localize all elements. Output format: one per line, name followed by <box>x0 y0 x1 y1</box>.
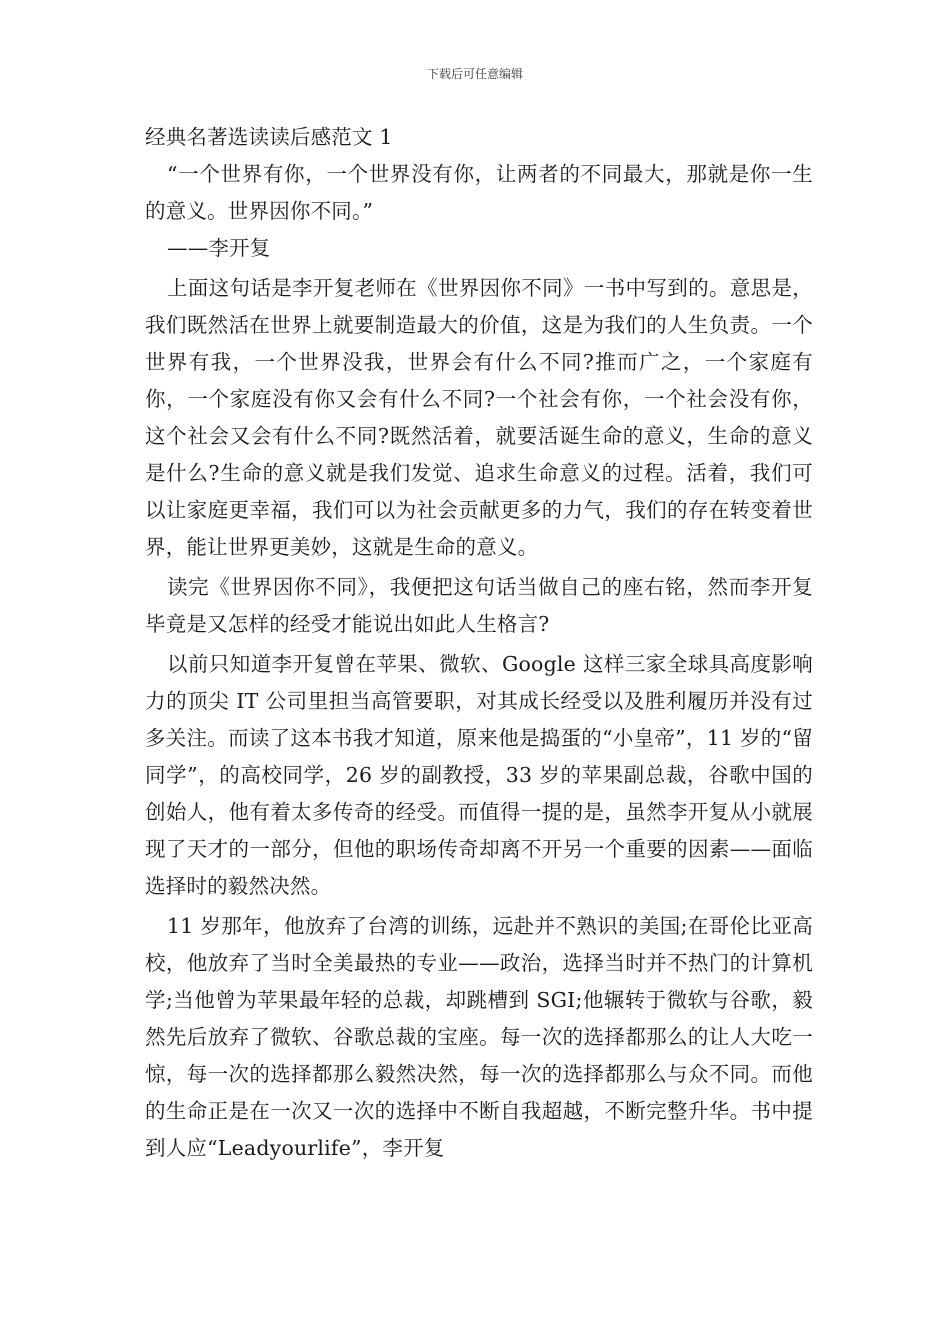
page-header-note: 下载后可任意编辑 <box>426 67 523 81</box>
quote-attribution: ——李开复 <box>167 236 271 260</box>
paragraph: 读完《世界因你不同》，我便把这句话当做自己的座右铭，然而李开复毕竟是又怎样的经受才能说出如此人生格言? <box>145 575 813 636</box>
document-title: 经典名著选读读后感范文 1 <box>145 125 393 149</box>
document-body <box>145 119 813 1167</box>
paragraph: 11 岁那年，他放弃了台湾的训练，远赴并不熟识的美国;在哥伦比亚高校，他放弃了当时全美最热的专业——政治，选择当时并不热门的计算机学;当他曾为苹果最年轻的总裁，却跳槽到 SGI;他辗转于微软与谷歌，毅然先后放弃了微软、谷歌总裁的宝座。每一次的选择都那么的让人大吃一惊，每一次的选择都那么毅然决然，每一次的选择都那么与众不同。而他的生命正是在一次又一次的选择中不断自我超越，不断完整升华。书中提到人应“Leadyourlife”，李开复 <box>145 914 813 1160</box>
paragraph: 以前只知道李开复曾在苹果、微软、Google 这样三家全球具高度影响力的顶尖 IT 公司里担当高管要职，对其成长经受以及胜利履历并没有过多关注。而读了这本书我才知道，原来他是捣蛋的“小皇帝”，11 岁的“留同学”，的高校同学，26 岁的副教授，33 岁的苹果副总裁，谷歌中国的创始人，他有着太多传奇的经受。而值得一提的是，虽然李开复从小就展现了天才的一部分，但他的职场传奇却离不开另一个重要的因素——面临选择时的毅然决然。 <box>145 652 813 898</box>
paragraph: 上面这句话是李开复老师在《世界因你不同》一书中写到的。意思是，我们既然活在世界上就要制造最大的价值，这是为我们的人生负责。一个世界有我，一个世界没我，世界会有什么不同?推而广之，一个家庭有你，一个家庭没有你又会有什么不同?一个社会有你，一个社会没有你，这个社会又会有什么不同?既然活着，就要活诞生命的意义，生命的意义是什么?生命的意义就是我们发觉、追求生命意义的过程。活着，我们可以让家庭更幸福，我们可以为社会贡献更多的力气，我们的存在转变着世界，能让世界更美妙，这就是生命的意义。 <box>145 276 813 559</box>
opening-quote: “一个世界有你，一个世界没有你，让两者的不同最大，那就是你一生的意义。世界因你不同。” <box>145 162 813 223</box>
